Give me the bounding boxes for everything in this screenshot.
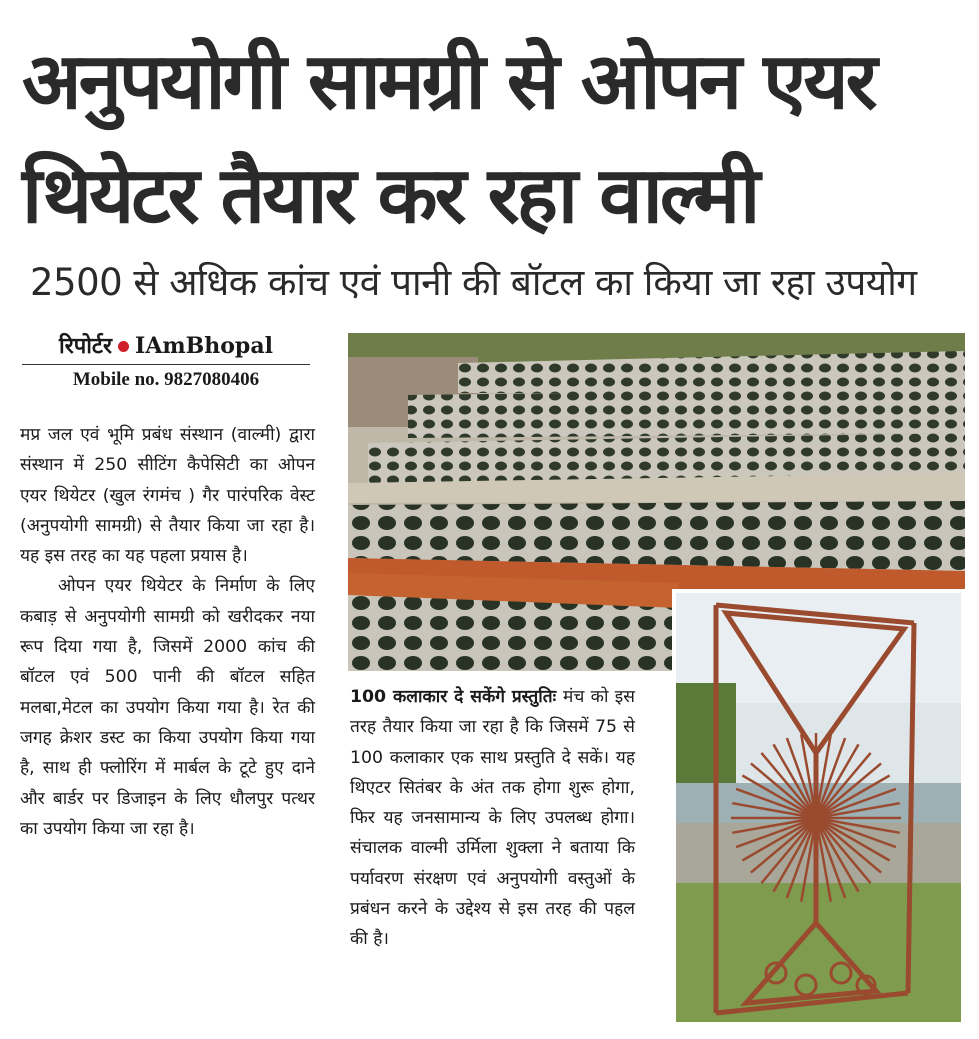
metal-gate-illustration [676, 593, 961, 1022]
bullet-dot-icon [118, 341, 129, 352]
metal-gate-photo [672, 589, 965, 1026]
headline-line-2: थियेटर तैयार कर रहा वाल्मी [22, 151, 758, 241]
headline-line-1: अनुपयोगी सामग्री से ओपन एयर [22, 37, 875, 127]
article-paragraph-2: ओपन एयर थियेटर के निर्माण के लिए कबाड़ से अनुपयोगी सामग्री को खरीदकर नया रूप दिया गया है, जिसमें 2000 कांच की बॉटल एवं 500 पानी की बॉटल सहित मलबा,मेटल का उपयोग किया गया है। रेत की जगह क्रेशर डस्ट का किया उपयोग किया गया है, साथ ही फ्लोरिंग में मार्बल के टूटे हुए दाने और बार्डर पर डिजाइन के लिए धौलपुर पत्थर का उपयोग किया जा रहा है। [20, 576, 315, 839]
subhead-100-artists: 100 कलाकार दे सकेंगे प्रस्तुतिः [350, 687, 563, 707]
article-column-1 [20, 420, 315, 844]
article-column-2 [350, 682, 635, 955]
mobile-number: Mobile no. 9827080406 [72, 369, 260, 390]
subheadline: 2500 से अधिक कांच एवं पानी की बॉटल का किया जा रहा उपयोग [30, 261, 917, 304]
byline [22, 330, 310, 391]
article-paragraph-3: मंच को इस तरह तैयार किया जा रहा है कि जिसमें 75 से 100 कलाकार एक साथ प्रस्तुति दे सकें। यह थिएटर सितंबर के अंत तक होगा शुरू होगा, फिर यह जनसामान्य के लिए उपलब्ध होगा। संचालक वाल्मी उर्मिला शुक्ला ने बताया कि पर्यावरण संरक्षण एवं अनुपयोगी वस्तुओं के प्रबंधन करने के उद्देश्य से इस तरह की पहल की है। [350, 687, 635, 950]
reporter-label: रिपोर्टर [59, 333, 113, 359]
article-paragraph-1: मप्र जल एवं भूमि प्रबंध संस्थान (वाल्मी) द्वारा संस्थान में 250 सीटिंग कैपेसिटी का ओपन एयर थियेटर (खुल रंगमंच ) गैर पारंपरिक वेस्ट (अनुपयोगी सामग्री) से तैयार किया जा रहा है। यह इस तरह का यह पहला प्रयास है। [20, 425, 315, 567]
reporter-name: IAmBhopal [135, 333, 273, 359]
